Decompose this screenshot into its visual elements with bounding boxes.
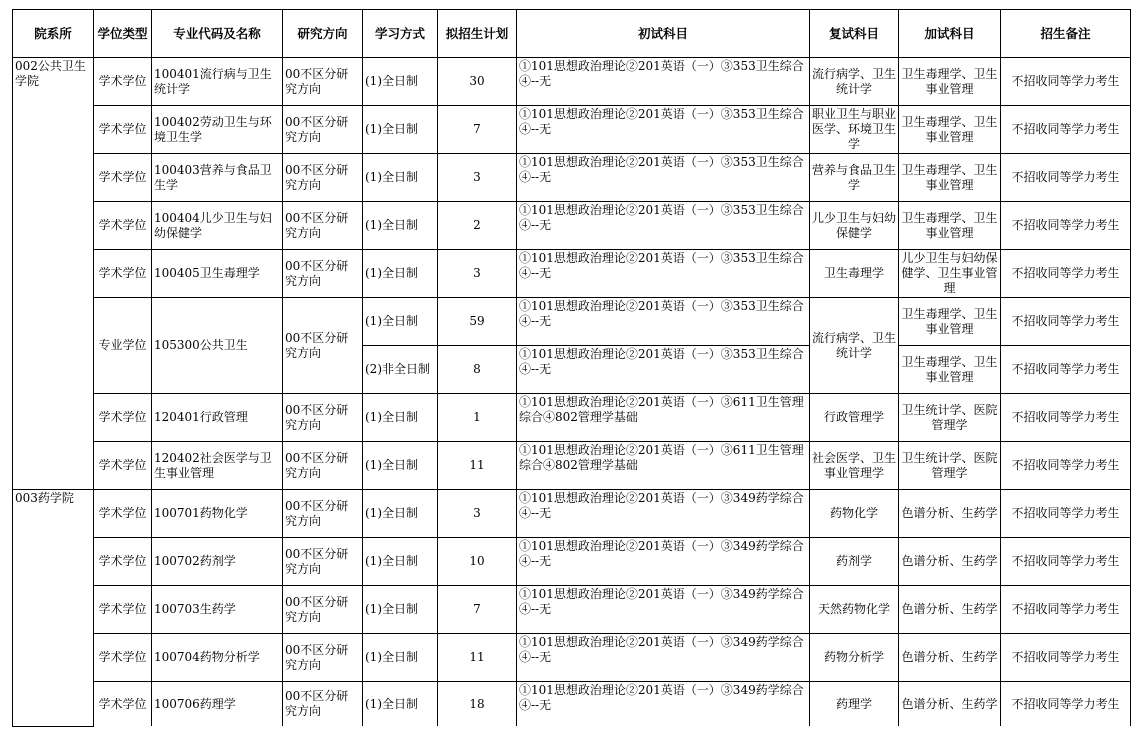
header-row: [13, 10, 1131, 58]
plan-cell: 11: [438, 442, 517, 490]
extra-cell: 卫生毒理学、卫生事业管理: [899, 154, 1001, 202]
mode-cell: (1)全日制: [363, 634, 438, 682]
major-cell: 120402社会医学与卫生事业管理: [152, 442, 283, 490]
note-cell: 不招收同等学力考生: [1001, 442, 1131, 490]
col-header-dept: 院系所: [13, 10, 94, 58]
exam-cell: ①101思想政治理论②201英语（一）③353卫生综合④--无: [517, 106, 810, 154]
major-cell: 100403营养与食品卫生学: [152, 154, 283, 202]
plan-cell: 11: [438, 634, 517, 682]
mode-cell: (1)全日制: [363, 682, 438, 727]
mode-cell: (1)全日制: [363, 538, 438, 586]
plan-cell: 7: [438, 586, 517, 634]
plan-cell: 3: [438, 490, 517, 538]
retest-cell: 营养与食品卫生学: [810, 154, 899, 202]
degree-cell: 学术学位: [94, 490, 152, 538]
note-cell: 不招收同等学力考生: [1001, 538, 1131, 586]
retest-cell: 卫生毒理学: [810, 250, 899, 298]
mode-cell: (1)全日制: [363, 586, 438, 634]
degree-cell: 学术学位: [94, 538, 152, 586]
extra-cell: 色谱分析、生药学: [899, 634, 1001, 682]
exam-cell: ①101思想政治理论②201英语（一）③353卫生综合④--无: [517, 346, 810, 394]
exam-cell: ①101思想政治理论②201英语（一）③349药学综合④--无: [517, 634, 810, 682]
table-row: [13, 586, 1131, 634]
degree-cell: 学术学位: [94, 634, 152, 682]
extra-cell: 卫生毒理学、卫生事业管理: [899, 58, 1001, 106]
direction-cell: 00不区分研究方向: [283, 490, 363, 538]
direction-cell: 00不区分研究方向: [283, 202, 363, 250]
retest-cell: 儿少卫生与妇幼保健学: [810, 202, 899, 250]
col-header-major: 专业代码及名称: [152, 10, 283, 58]
col-header-retest: 复试科目: [810, 10, 899, 58]
major-cell: 100405卫生毒理学: [152, 250, 283, 298]
retest-cell: 天然药物化学: [810, 586, 899, 634]
mode-cell: (1)全日制: [363, 250, 438, 298]
exam-cell: ①101思想政治理论②201英语（一）③349药学综合④--无: [517, 682, 810, 727]
note-cell: 不招收同等学力考生: [1001, 250, 1131, 298]
col-header-mode: 学习方式: [363, 10, 438, 58]
extra-cell: 卫生毒理学、卫生事业管理: [899, 298, 1001, 346]
major-cell: 100706药理学: [152, 682, 283, 727]
mode-cell: (1)全日制: [363, 442, 438, 490]
retest-cell: 流行病学、卫生统计学: [810, 298, 899, 394]
retest-cell: 社会医学、卫生事业管理学: [810, 442, 899, 490]
extra-cell: 卫生统计学、医院管理学: [899, 442, 1001, 490]
degree-cell: 学术学位: [94, 250, 152, 298]
direction-cell: 00不区分研究方向: [283, 58, 363, 106]
extra-cell: 色谱分析、生药学: [899, 538, 1001, 586]
retest-cell: 职业卫生与职业医学、环境卫生学: [810, 106, 899, 154]
extra-cell: 色谱分析、生药学: [899, 490, 1001, 538]
note-cell: 不招收同等学力考生: [1001, 634, 1131, 682]
plan-cell: 3: [438, 154, 517, 202]
plan-cell: 7: [438, 106, 517, 154]
mode-cell: (1)全日制: [363, 202, 438, 250]
retest-cell: 流行病学、卫生统计学: [810, 58, 899, 106]
degree-cell: 学术学位: [94, 586, 152, 634]
extra-cell: 卫生毒理学、卫生事业管理: [899, 202, 1001, 250]
mode-cell: (1)全日制: [363, 490, 438, 538]
major-cell: 100402劳动卫生与环境卫生学: [152, 106, 283, 154]
major-cell: 100704药物分析学: [152, 634, 283, 682]
exam-cell: ①101思想政治理论②201英语（一）③349药学综合④--无: [517, 538, 810, 586]
col-header-note: 招生备注: [1001, 10, 1131, 58]
extra-cell: 色谱分析、生药学: [899, 682, 1001, 727]
retest-cell: 行政管理学: [810, 394, 899, 442]
extra-cell: 卫生统计学、医院管理学: [899, 394, 1001, 442]
note-cell: 不招收同等学力考生: [1001, 154, 1131, 202]
exam-cell: ①101思想政治理论②201英语（一）③611卫生管理综合④802管理学基础: [517, 394, 810, 442]
degree-cell: 专业学位: [94, 298, 152, 394]
degree-cell: 学术学位: [94, 442, 152, 490]
table-row: [13, 106, 1131, 154]
mode-cell: (1)全日制: [363, 58, 438, 106]
direction-cell: 00不区分研究方向: [283, 106, 363, 154]
plan-cell: 10: [438, 538, 517, 586]
col-header-extra: 加试科目: [899, 10, 1001, 58]
table-row: [13, 442, 1131, 490]
note-cell: 不招收同等学力考生: [1001, 394, 1131, 442]
mode-cell: (1)全日制: [363, 106, 438, 154]
plan-cell: 1: [438, 394, 517, 442]
mode-cell: (1)全日制: [363, 298, 438, 346]
degree-cell: 学术学位: [94, 58, 152, 106]
exam-cell: ①101思想政治理论②201英语（一）③349药学综合④--无: [517, 490, 810, 538]
col-header-direction: 研究方向: [283, 10, 363, 58]
major-cell: 100701药物化学: [152, 490, 283, 538]
note-cell: 不招收同等学力考生: [1001, 58, 1131, 106]
table-row: [13, 490, 1131, 538]
plan-cell: 30: [438, 58, 517, 106]
exam-cell: ①101思想政治理论②201英语（一）③353卫生综合④--无: [517, 250, 810, 298]
major-cell: 100401流行病与卫生统计学: [152, 58, 283, 106]
retest-cell: 药剂学: [810, 538, 899, 586]
major-cell: 105300公共卫生: [152, 298, 283, 394]
note-cell: 不招收同等学力考生: [1001, 298, 1131, 346]
retest-cell: 药理学: [810, 682, 899, 727]
exam-cell: ①101思想政治理论②201英语（一）③353卫生综合④--无: [517, 58, 810, 106]
note-cell: 不招收同等学力考生: [1001, 346, 1131, 394]
mode-cell: (1)全日制: [363, 394, 438, 442]
dept-cell: 003药学院: [13, 490, 94, 727]
mode-cell: (1)全日制: [363, 154, 438, 202]
table-row: [13, 58, 1131, 106]
table-row: [13, 202, 1131, 250]
direction-cell: 00不区分研究方向: [283, 586, 363, 634]
plan-cell: 3: [438, 250, 517, 298]
retest-cell: 药物分析学: [810, 634, 899, 682]
extra-cell: 卫生毒理学、卫生事业管理: [899, 106, 1001, 154]
major-cell: 100703生药学: [152, 586, 283, 634]
plan-cell: 18: [438, 682, 517, 727]
col-header-plan: 拟招生计划: [438, 10, 517, 58]
table-row: [13, 538, 1131, 586]
admissions-table: [12, 9, 1131, 727]
table-row: [13, 250, 1131, 298]
direction-cell: 00不区分研究方向: [283, 154, 363, 202]
note-cell: 不招收同等学力考生: [1001, 202, 1131, 250]
dept-cell: 002公共卫生学院: [13, 58, 94, 490]
note-cell: 不招收同等学力考生: [1001, 682, 1131, 727]
direction-cell: 00不区分研究方向: [283, 250, 363, 298]
col-header-degree: 学位类型: [94, 10, 152, 58]
exam-cell: ①101思想政治理论②201英语（一）③353卫生综合④--无: [517, 298, 810, 346]
direction-cell: 00不区分研究方向: [283, 442, 363, 490]
table-row: [13, 634, 1131, 682]
exam-cell: ①101思想政治理论②201英语（一）③353卫生综合④--无: [517, 154, 810, 202]
note-cell: 不招收同等学力考生: [1001, 106, 1131, 154]
degree-cell: 学术学位: [94, 394, 152, 442]
degree-cell: 学术学位: [94, 154, 152, 202]
extra-cell: 色谱分析、生药学: [899, 586, 1001, 634]
extra-cell: 儿少卫生与妇幼保健学、卫生事业管理: [899, 250, 1001, 298]
exam-cell: ①101思想政治理论②201英语（一）③353卫生综合④--无: [517, 202, 810, 250]
plan-cell: 8: [438, 346, 517, 394]
plan-cell: 2: [438, 202, 517, 250]
direction-cell: 00不区分研究方向: [283, 682, 363, 727]
extra-cell: 卫生毒理学、卫生事业管理: [899, 346, 1001, 394]
note-cell: 不招收同等学力考生: [1001, 490, 1131, 538]
table-row: [13, 682, 1131, 727]
major-cell: 100404儿少卫生与妇幼保健学: [152, 202, 283, 250]
exam-cell: ①101思想政治理论②201英语（一）③349药学综合④--无: [517, 586, 810, 634]
direction-cell: 00不区分研究方向: [283, 298, 363, 394]
direction-cell: 00不区分研究方向: [283, 394, 363, 442]
degree-cell: 学术学位: [94, 202, 152, 250]
retest-cell: 药物化学: [810, 490, 899, 538]
plan-cell: 59: [438, 298, 517, 346]
degree-cell: 学术学位: [94, 106, 152, 154]
col-header-exam: 初试科目: [517, 10, 810, 58]
note-cell: 不招收同等学力考生: [1001, 586, 1131, 634]
mode-cell: (2)非全日制: [363, 346, 438, 394]
direction-cell: 00不区分研究方向: [283, 538, 363, 586]
major-cell: 120401行政管理: [152, 394, 283, 442]
exam-cell: ①101思想政治理论②201英语（一）③611卫生管理综合④802管理学基础: [517, 442, 810, 490]
direction-cell: 00不区分研究方向: [283, 634, 363, 682]
table-row: [13, 154, 1131, 202]
major-cell: 100702药剂学: [152, 538, 283, 586]
table-row: [13, 394, 1131, 442]
table-row: [13, 298, 1131, 346]
degree-cell: 学术学位: [94, 682, 152, 727]
